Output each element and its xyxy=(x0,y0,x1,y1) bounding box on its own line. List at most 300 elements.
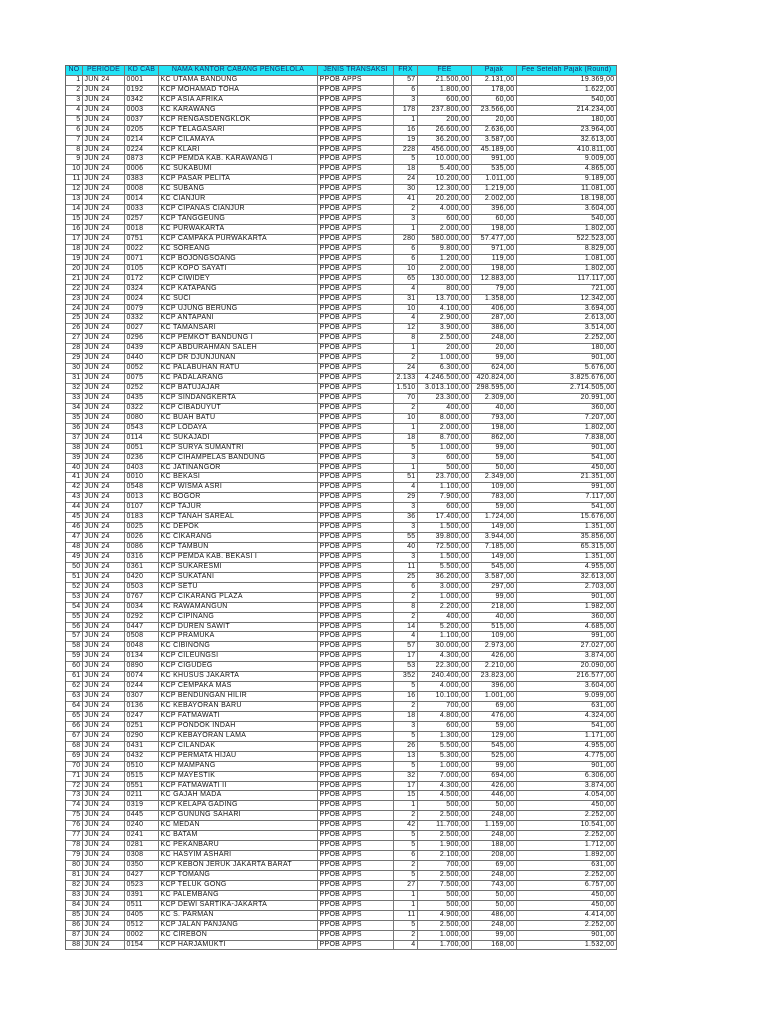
cell-fee-setelah-pajak: 214.234,00 xyxy=(517,106,617,116)
cell-periode: JUN 24 xyxy=(83,275,125,285)
cell-fee: 3.900,00 xyxy=(418,324,472,334)
cell-fee-setelah-pajak: 1.351,00 xyxy=(517,523,617,533)
cell-frx: 3 xyxy=(394,553,418,563)
cell-jenis-transaksi: PPOB APPS xyxy=(318,205,394,215)
cell-no: 2 xyxy=(66,86,83,96)
cell-fee-setelah-pajak: 2.252,00 xyxy=(517,831,617,841)
cell-fee: 2.500,00 xyxy=(418,334,472,344)
table-row xyxy=(66,811,617,821)
cell-fee-setelah-pajak: 901,00 xyxy=(517,444,617,454)
cell-no: 24 xyxy=(66,305,83,315)
cell-nama-kantor: KCP BOJONGSOANG xyxy=(159,255,318,265)
cell-nama-kantor: KCP ASIA AFRIKA xyxy=(159,96,318,106)
cell-fee-setelah-pajak: 10.541,00 xyxy=(517,821,617,831)
cell-kd-cab: 0241 xyxy=(125,831,159,841)
cell-kd-cab: 0205 xyxy=(125,126,159,136)
cell-frx: 36 xyxy=(394,513,418,523)
cell-jenis-transaksi: PPOB APPS xyxy=(318,811,394,821)
cell-pajak: 1.001,00 xyxy=(472,692,517,702)
cell-no: 34 xyxy=(66,404,83,414)
cell-fee: 1.000,00 xyxy=(418,762,472,772)
table-row xyxy=(66,265,617,275)
cell-no: 49 xyxy=(66,553,83,563)
cell-periode: JUN 24 xyxy=(83,444,125,454)
cell-pajak: 198,00 xyxy=(472,424,517,434)
cell-frx: 30 xyxy=(394,185,418,195)
cell-jenis-transaksi: PPOB APPS xyxy=(318,106,394,116)
cell-fee: 12.300,00 xyxy=(418,185,472,195)
cell-jenis-transaksi: PPOB APPS xyxy=(318,136,394,146)
cell-periode: JUN 24 xyxy=(83,891,125,901)
table-row xyxy=(66,503,617,513)
cell-jenis-transaksi: PPOB APPS xyxy=(318,732,394,742)
cell-fee-setelah-pajak: 522.523,00 xyxy=(517,235,617,245)
cell-no: 3 xyxy=(66,96,83,106)
table-row xyxy=(66,901,617,911)
cell-pajak: 208,00 xyxy=(472,851,517,861)
cell-kd-cab: 0240 xyxy=(125,821,159,831)
table-row xyxy=(66,96,617,106)
cell-jenis-transaksi: PPOB APPS xyxy=(318,543,394,553)
cell-nama-kantor: KCP KLARI xyxy=(159,146,318,156)
header-pajak: Pajak xyxy=(472,66,517,76)
cell-periode: JUN 24 xyxy=(83,106,125,116)
cell-fee: 2.500,00 xyxy=(418,871,472,881)
cell-periode: JUN 24 xyxy=(83,374,125,384)
cell-pajak: 188,00 xyxy=(472,841,517,851)
table-row xyxy=(66,295,617,305)
cell-periode: JUN 24 xyxy=(83,782,125,792)
cell-pajak: 486,00 xyxy=(472,911,517,921)
cell-frx: 5 xyxy=(394,682,418,692)
cell-no: 28 xyxy=(66,344,83,354)
cell-pajak: 386,00 xyxy=(472,324,517,334)
cell-fee: 10.000,00 xyxy=(418,155,472,165)
cell-pajak: 99,00 xyxy=(472,593,517,603)
cell-frx: 19 xyxy=(394,136,418,146)
cell-fee: 1.000,00 xyxy=(418,354,472,364)
table-row xyxy=(66,801,617,811)
cell-kd-cab: 0136 xyxy=(125,702,159,712)
cell-pajak: 248,00 xyxy=(472,921,517,931)
cell-fee-setelah-pajak: 991,00 xyxy=(517,632,617,642)
cell-periode: JUN 24 xyxy=(83,364,125,374)
table-row xyxy=(66,662,617,672)
cell-pajak: 50,00 xyxy=(472,464,517,474)
cell-fee: 237.800,00 xyxy=(418,106,472,116)
cell-periode: JUN 24 xyxy=(83,255,125,265)
cell-fee: 4.000,00 xyxy=(418,205,472,215)
cell-no: 22 xyxy=(66,285,83,295)
cell-frx: 40 xyxy=(394,543,418,553)
cell-fee-setelah-pajak: 117.117,00 xyxy=(517,275,617,285)
cell-pajak: 545,00 xyxy=(472,563,517,573)
cell-jenis-transaksi: PPOB APPS xyxy=(318,702,394,712)
cell-frx: 352 xyxy=(394,672,418,682)
cell-no: 32 xyxy=(66,384,83,394)
cell-no: 87 xyxy=(66,931,83,941)
cell-nama-kantor: KC RAWAMANGUN xyxy=(159,603,318,613)
cell-periode: JUN 24 xyxy=(83,871,125,881)
cell-frx: 5 xyxy=(394,155,418,165)
cell-periode: JUN 24 xyxy=(83,623,125,633)
table-row xyxy=(66,623,617,633)
cell-kd-cab: 0439 xyxy=(125,344,159,354)
cell-pajak: 12.883,00 xyxy=(472,275,517,285)
cell-frx: 1 xyxy=(394,801,418,811)
cell-pajak: 248,00 xyxy=(472,811,517,821)
cell-no: 23 xyxy=(66,295,83,305)
cell-kd-cab: 0048 xyxy=(125,642,159,652)
cell-fee-setelah-pajak: 1.351,00 xyxy=(517,553,617,563)
cell-jenis-transaksi: PPOB APPS xyxy=(318,623,394,633)
cell-fee-setelah-pajak: 4.775,00 xyxy=(517,752,617,762)
cell-fee-setelah-pajak: 216.577,00 xyxy=(517,672,617,682)
cell-jenis-transaksi: PPOB APPS xyxy=(318,394,394,404)
cell-periode: JUN 24 xyxy=(83,941,125,951)
cell-frx: 4 xyxy=(394,483,418,493)
cell-pajak: 149,00 xyxy=(472,523,517,533)
cell-nama-kantor: KC KHUSUS JAKARTA xyxy=(159,672,318,682)
header-frx: FRX xyxy=(394,66,418,76)
cell-pajak: 57.477,00 xyxy=(472,235,517,245)
cell-kd-cab: 0523 xyxy=(125,881,159,891)
cell-frx: 26 xyxy=(394,742,418,752)
table-row xyxy=(66,464,617,474)
cell-frx: 6 xyxy=(394,583,418,593)
cell-fee: 5.400,00 xyxy=(418,165,472,175)
cell-frx: 5 xyxy=(394,871,418,881)
cell-pajak: 198,00 xyxy=(472,265,517,275)
table-row xyxy=(66,185,617,195)
cell-frx: 41 xyxy=(394,195,418,205)
cell-fee-setelah-pajak: 18.198,00 xyxy=(517,195,617,205)
cell-fee-setelah-pajak: 15.676,00 xyxy=(517,513,617,523)
cell-jenis-transaksi: PPOB APPS xyxy=(318,354,394,364)
cell-frx: 5 xyxy=(394,921,418,931)
cell-fee-setelah-pajak: 360,00 xyxy=(517,404,617,414)
cell-fee: 8.700,00 xyxy=(418,434,472,444)
cell-fee: 2.000,00 xyxy=(418,225,472,235)
cell-fee-setelah-pajak: 180,00 xyxy=(517,116,617,126)
cell-kd-cab: 0107 xyxy=(125,503,159,513)
cell-fee: 600,00 xyxy=(418,503,472,513)
cell-jenis-transaksi: PPOB APPS xyxy=(318,285,394,295)
table-row xyxy=(66,931,617,941)
header-nama-kantor: NAMA KANTOR CABANG PENGELOLA xyxy=(159,66,318,76)
cell-fee-setelah-pajak: 450,00 xyxy=(517,901,617,911)
cell-fee: 2.500,00 xyxy=(418,921,472,931)
cell-periode: JUN 24 xyxy=(83,901,125,911)
cell-nama-kantor: KCP CILANDAK xyxy=(159,742,318,752)
cell-fee-setelah-pajak: 3.825.676,00 xyxy=(517,374,617,384)
cell-no: 51 xyxy=(66,573,83,583)
table-row xyxy=(66,553,617,563)
cell-no: 50 xyxy=(66,563,83,573)
cell-no: 82 xyxy=(66,881,83,891)
cell-periode: JUN 24 xyxy=(83,344,125,354)
cell-pajak: 862,00 xyxy=(472,434,517,444)
cell-fee-setelah-pajak: 631,00 xyxy=(517,702,617,712)
table-row xyxy=(66,891,617,901)
cell-pajak: 50,00 xyxy=(472,801,517,811)
cell-frx: 2 xyxy=(394,205,418,215)
cell-pajak: 40,00 xyxy=(472,404,517,414)
cell-jenis-transaksi: PPOB APPS xyxy=(318,464,394,474)
cell-no: 52 xyxy=(66,583,83,593)
cell-frx: 3 xyxy=(394,454,418,464)
cell-jenis-transaksi: PPOB APPS xyxy=(318,881,394,891)
cell-no: 11 xyxy=(66,175,83,185)
table-row xyxy=(66,225,617,235)
cell-fee: 5.500,00 xyxy=(418,742,472,752)
cell-pajak: 23.823,00 xyxy=(472,672,517,682)
cell-fee: 5.300,00 xyxy=(418,752,472,762)
cell-periode: JUN 24 xyxy=(83,752,125,762)
cell-kd-cab: 0154 xyxy=(125,941,159,951)
cell-kd-cab: 0008 xyxy=(125,185,159,195)
cell-kd-cab: 0383 xyxy=(125,175,159,185)
cell-periode: JUN 24 xyxy=(83,593,125,603)
cell-pajak: 624,00 xyxy=(472,364,517,374)
table-row xyxy=(66,324,617,334)
cell-pajak: 109,00 xyxy=(472,632,517,642)
cell-kd-cab: 0214 xyxy=(125,136,159,146)
cell-frx: 3 xyxy=(394,96,418,106)
cell-pajak: 2.973,00 xyxy=(472,642,517,652)
cell-kd-cab: 0361 xyxy=(125,563,159,573)
cell-kd-cab: 0018 xyxy=(125,225,159,235)
cell-nama-kantor: KCP DR DJUNJUNAN xyxy=(159,354,318,364)
cell-pajak: 525,00 xyxy=(472,752,517,762)
cell-periode: JUN 24 xyxy=(83,185,125,195)
cell-kd-cab: 0002 xyxy=(125,931,159,941)
cell-jenis-transaksi: PPOB APPS xyxy=(318,613,394,623)
cell-no: 69 xyxy=(66,752,83,762)
cell-fee: 3.013.100,00 xyxy=(418,384,472,394)
cell-periode: JUN 24 xyxy=(83,762,125,772)
cell-pajak: 1.219,00 xyxy=(472,185,517,195)
cell-fee: 1.100,00 xyxy=(418,632,472,642)
cell-fee: 600,00 xyxy=(418,215,472,225)
cell-nama-kantor: KCP SINDANGKERTA xyxy=(159,394,318,404)
cell-no: 30 xyxy=(66,364,83,374)
cell-fee: 1.800,00 xyxy=(418,86,472,96)
cell-fee: 2.200,00 xyxy=(418,603,472,613)
cell-fee: 8.000,00 xyxy=(418,414,472,424)
cell-periode: JUN 24 xyxy=(83,394,125,404)
cell-periode: JUN 24 xyxy=(83,732,125,742)
table-row xyxy=(66,245,617,255)
cell-kd-cab: 0445 xyxy=(125,811,159,821)
cell-pajak: 971,00 xyxy=(472,245,517,255)
cell-fee-setelah-pajak: 5.676,00 xyxy=(517,364,617,374)
cell-nama-kantor: KC SOREANG xyxy=(159,245,318,255)
table-row xyxy=(66,722,617,732)
cell-periode: JUN 24 xyxy=(83,424,125,434)
cell-jenis-transaksi: PPOB APPS xyxy=(318,821,394,831)
cell-no: 12 xyxy=(66,185,83,195)
cell-kd-cab: 0420 xyxy=(125,573,159,583)
cell-frx: 14 xyxy=(394,623,418,633)
cell-jenis-transaksi: PPOB APPS xyxy=(318,334,394,344)
cell-fee: 39.800,00 xyxy=(418,533,472,543)
cell-nama-kantor: KCP BATUJAJAR xyxy=(159,384,318,394)
table-row xyxy=(66,106,617,116)
cell-periode: JUN 24 xyxy=(83,175,125,185)
cell-no: 4 xyxy=(66,106,83,116)
cell-fee-setelah-pajak: 3.874,00 xyxy=(517,782,617,792)
cell-pajak: 298.595,00 xyxy=(472,384,517,394)
cell-fee: 72.500,00 xyxy=(418,543,472,553)
cell-frx: 6 xyxy=(394,86,418,96)
cell-no: 84 xyxy=(66,901,83,911)
cell-pajak: 60,00 xyxy=(472,215,517,225)
cell-kd-cab: 0447 xyxy=(125,623,159,633)
cell-frx: 6 xyxy=(394,255,418,265)
cell-fee: 6.300,00 xyxy=(418,364,472,374)
table-row xyxy=(66,86,617,96)
cell-fee: 4.246.500,00 xyxy=(418,374,472,384)
cell-pajak: 109,00 xyxy=(472,483,517,493)
cell-frx: 3 xyxy=(394,722,418,732)
table-row xyxy=(66,364,617,374)
cell-pajak: 20,00 xyxy=(472,116,517,126)
cell-kd-cab: 0319 xyxy=(125,801,159,811)
cell-jenis-transaksi: PPOB APPS xyxy=(318,791,394,801)
cell-periode: JUN 24 xyxy=(83,96,125,106)
cell-fee-setelah-pajak: 3.604,00 xyxy=(517,205,617,215)
cell-frx: 55 xyxy=(394,533,418,543)
cell-no: 88 xyxy=(66,941,83,951)
cell-pajak: 793,00 xyxy=(472,414,517,424)
cell-no: 43 xyxy=(66,493,83,503)
cell-kd-cab: 0350 xyxy=(125,861,159,871)
cell-fee-setelah-pajak: 1.892,00 xyxy=(517,851,617,861)
cell-periode: JUN 24 xyxy=(83,583,125,593)
table-row xyxy=(66,702,617,712)
cell-frx: 10 xyxy=(394,414,418,424)
cell-jenis-transaksi: PPOB APPS xyxy=(318,126,394,136)
cell-kd-cab: 0080 xyxy=(125,414,159,424)
cell-kd-cab: 0026 xyxy=(125,533,159,543)
cell-nama-kantor: KC CIKARANG xyxy=(159,533,318,543)
cell-nama-kantor: KCP CIPANAS CIANJUR xyxy=(159,205,318,215)
cell-periode: JUN 24 xyxy=(83,314,125,324)
cell-no: 72 xyxy=(66,782,83,792)
cell-periode: JUN 24 xyxy=(83,116,125,126)
cell-fee: 5.500,00 xyxy=(418,563,472,573)
table-row xyxy=(66,762,617,772)
cell-pajak: 149,00 xyxy=(472,553,517,563)
table-header-row xyxy=(66,66,617,76)
cell-frx: 57 xyxy=(394,642,418,652)
table-row xyxy=(66,344,617,354)
cell-pajak: 2.002,00 xyxy=(472,195,517,205)
cell-nama-kantor: KCP DUREN SAWIT xyxy=(159,623,318,633)
cell-kd-cab: 0252 xyxy=(125,384,159,394)
cell-periode: JUN 24 xyxy=(83,523,125,533)
fee-table xyxy=(65,65,617,950)
cell-jenis-transaksi: PPOB APPS xyxy=(318,215,394,225)
cell-periode: JUN 24 xyxy=(83,165,125,175)
cell-kd-cab: 0322 xyxy=(125,404,159,414)
cell-fee-setelah-pajak: 450,00 xyxy=(517,464,617,474)
cell-fee: 1.100,00 xyxy=(418,483,472,493)
cell-jenis-transaksi: PPOB APPS xyxy=(318,275,394,285)
cell-jenis-transaksi: PPOB APPS xyxy=(318,305,394,315)
cell-fee: 500,00 xyxy=(418,901,472,911)
cell-periode: JUN 24 xyxy=(83,324,125,334)
cell-no: 42 xyxy=(66,483,83,493)
table-row xyxy=(66,434,617,444)
cell-kd-cab: 0332 xyxy=(125,314,159,324)
cell-fee-setelah-pajak: 631,00 xyxy=(517,861,617,871)
cell-jenis-transaksi: PPOB APPS xyxy=(318,255,394,265)
cell-pajak: 694,00 xyxy=(472,772,517,782)
cell-no: 85 xyxy=(66,911,83,921)
cell-pajak: 1.011,00 xyxy=(472,175,517,185)
cell-kd-cab: 0010 xyxy=(125,473,159,483)
cell-kd-cab: 0511 xyxy=(125,901,159,911)
cell-nama-kantor: KC PEKANBARU xyxy=(159,841,318,851)
cell-kd-cab: 0405 xyxy=(125,911,159,921)
cell-periode: JUN 24 xyxy=(83,384,125,394)
cell-periode: JUN 24 xyxy=(83,603,125,613)
table-row xyxy=(66,851,617,861)
cell-pajak: 1.724,00 xyxy=(472,513,517,523)
cell-no: 77 xyxy=(66,831,83,841)
cell-kd-cab: 0001 xyxy=(125,76,159,86)
cell-kd-cab: 0114 xyxy=(125,434,159,444)
cell-frx: 57 xyxy=(394,76,418,86)
cell-kd-cab: 0342 xyxy=(125,96,159,106)
cell-fee: 130.000,00 xyxy=(418,275,472,285)
cell-fee: 1.500,00 xyxy=(418,523,472,533)
cell-no: 16 xyxy=(66,225,83,235)
cell-jenis-transaksi: PPOB APPS xyxy=(318,185,394,195)
cell-fee: 10.200,00 xyxy=(418,175,472,185)
cell-fee: 26.600,00 xyxy=(418,126,472,136)
table-row xyxy=(66,334,617,344)
cell-jenis-transaksi: PPOB APPS xyxy=(318,861,394,871)
cell-kd-cab: 0391 xyxy=(125,891,159,901)
cell-kd-cab: 0024 xyxy=(125,295,159,305)
cell-frx: 31 xyxy=(394,295,418,305)
cell-fee-setelah-pajak: 9.189,00 xyxy=(517,175,617,185)
cell-no: 17 xyxy=(66,235,83,245)
cell-no: 53 xyxy=(66,593,83,603)
cell-kd-cab: 0515 xyxy=(125,772,159,782)
cell-frx: 4 xyxy=(394,632,418,642)
cell-periode: JUN 24 xyxy=(83,473,125,483)
cell-jenis-transaksi: PPOB APPS xyxy=(318,573,394,583)
cell-periode: JUN 24 xyxy=(83,682,125,692)
cell-nama-kantor: KCP TOMANG xyxy=(159,871,318,881)
cell-nama-kantor: KCP WISMA ASRI xyxy=(159,483,318,493)
cell-jenis-transaksi: PPOB APPS xyxy=(318,434,394,444)
table-row xyxy=(66,881,617,891)
cell-jenis-transaksi: PPOB APPS xyxy=(318,324,394,334)
cell-fee-setelah-pajak: 7.117,00 xyxy=(517,493,617,503)
cell-nama-kantor: KCP TELUK GONG xyxy=(159,881,318,891)
cell-nama-kantor: KCP RENGASDENGKLOK xyxy=(159,116,318,126)
cell-periode: JUN 24 xyxy=(83,742,125,752)
cell-jenis-transaksi: PPOB APPS xyxy=(318,146,394,156)
cell-fee-setelah-pajak: 1.622,00 xyxy=(517,86,617,96)
cell-fee-setelah-pajak: 23.964,00 xyxy=(517,126,617,136)
table-row xyxy=(66,632,617,642)
